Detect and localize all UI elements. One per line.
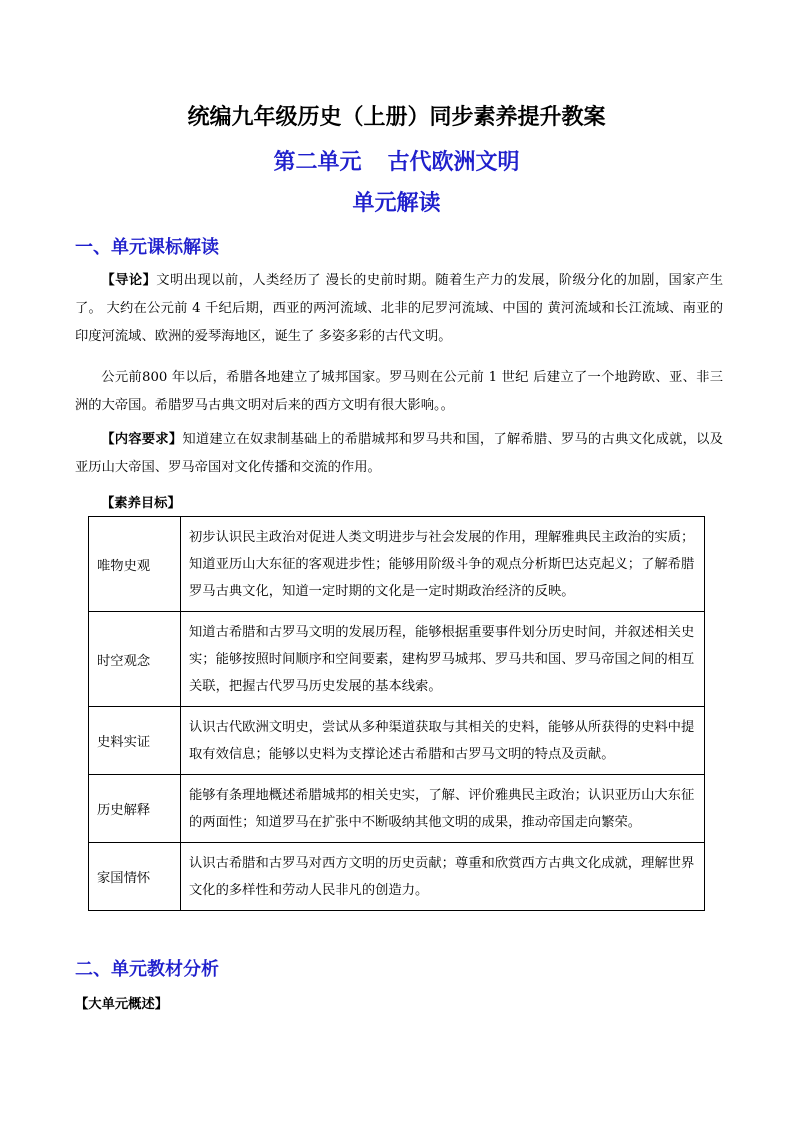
goal-name: 家国情怀 [89, 843, 181, 911]
unit-name: 古代欧洲文明 [387, 150, 520, 175]
unit-overview-label: 【大单元概述】 [75, 997, 169, 1012]
intro-text: 文明出现以前，人类经历了 漫长的史前时期。随着生产力的发展，阶级分化的加剧，国家产生了。 大约在公元前 4 千纪后期，西亚的两河流域、北非的尼罗河流域、中国的 黄河流域和长江流域、南亚的印度河流域、欧洲的爱琴海地区，诞生了 多姿多彩的古代文明。 [75, 273, 723, 344]
table-row [89, 707, 705, 775]
intro-label: 【导论】 [101, 273, 157, 288]
goals-label: 【素养目标】 [101, 496, 181, 511]
goal-name: 时空观念 [89, 612, 181, 707]
goal-text: 初步认识民主政治对促进人类文明进步与社会发展的作用，理解雅典民主政治的实质；知道亚历山大东征的客观进步性；能够用阶级斗争的观点分析斯巴达克起义；了解希腊罗马古典文化，知道一定时期的文化是一定时期政治经济的反映。 [181, 517, 705, 612]
content-requirement-text: 知道建立在奴隶制基础上的希腊城邦和罗马共和国，了解希腊、罗马的古典文化成就，以及亚历山大帝国、罗马帝国对文化传播和交流的作用。 [75, 432, 724, 475]
intro-paragraph-2 [75, 364, 723, 420]
table-row [89, 612, 705, 707]
goal-text: 认识古希腊和古罗马对西方文明的历史贡献；尊重和欣赏西方古典文化成就，理解世界文化的多样性和劳动人民非凡的创造力。 [181, 843, 705, 911]
unit-number: 第二单元 [273, 150, 362, 175]
table-row [89, 775, 705, 843]
intro-paragraph [75, 267, 723, 351]
unit-title [0, 145, 793, 176]
goal-text: 认识古代欧洲文明史，尝试从多种渠道获取与其相关的史料，能够从所获得的史料中提取有效信息；能够以史料为支撑论述古希腊和古罗马文明的特点及贡献。 [181, 707, 705, 775]
section-heading-textbook: 二、单元教材分析 [75, 959, 219, 980]
content-requirement-paragraph [75, 426, 723, 482]
goal-name: 历史解释 [89, 775, 181, 843]
table-row [89, 517, 705, 612]
table-row [89, 843, 705, 911]
section-heading-curriculum: 一、单元课标解读 [75, 237, 219, 258]
goal-name: 史料实证 [89, 707, 181, 775]
goal-name: 唯物史观 [89, 517, 181, 612]
goal-text: 知道古希腊和古罗马文明的发展历程，能够根据重要事件划分历史时间，并叙述相关史实；能够按照时间顺序和空间要素，建构罗马城邦、罗马共和国、罗马帝国之间的相互关联，把握古代罗马历史发展的基本线索。 [181, 612, 705, 707]
goals-table [88, 516, 705, 911]
unit-subtitle: 单元解读 [352, 191, 441, 216]
document-title: 统编九年级历史（上册）同步素养提升教案 [187, 105, 606, 130]
intro-text-2: 公元前800 年以后，希腊各地建立了城邦国家。罗马则在公元前 1 世纪 后建立了一个地跨欧、亚、非三洲的大帝国。希腊罗马古典文明对后来的西方文明有很大影响。。 [75, 370, 723, 413]
content-requirement-label: 【内容要求】 [101, 432, 183, 447]
goal-text: 能够有条理地概述希腊城邦的相关史实，了解、评价雅典民主政治；认识亚历山大东征的两面性；知道罗马在扩张中不断吸纳其他文明的成果，推动帝国走向繁荣。 [181, 775, 705, 843]
